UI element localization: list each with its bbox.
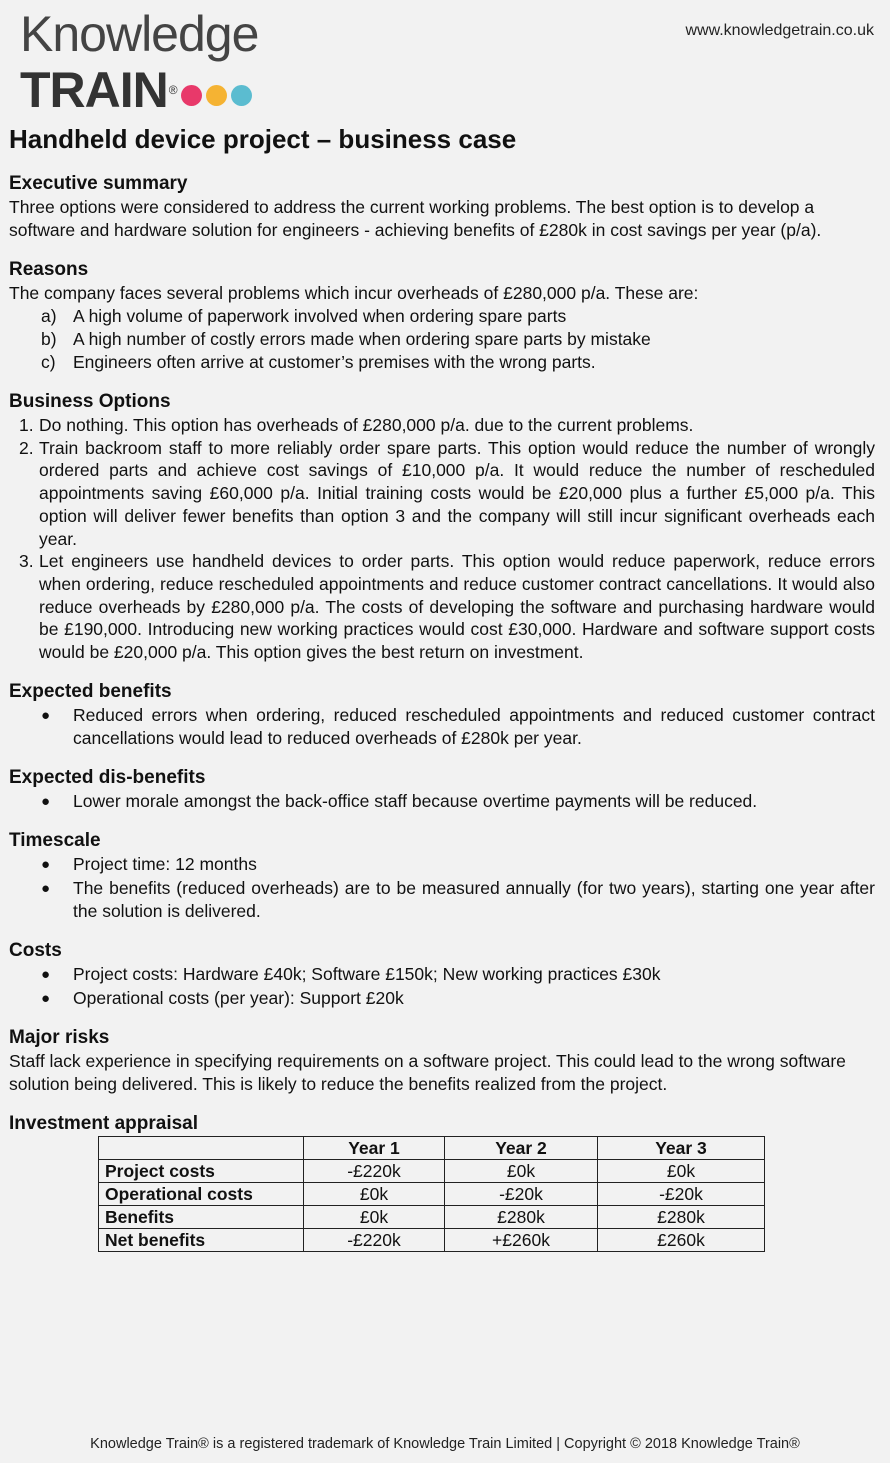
logo-dot-blue [231, 85, 252, 106]
reasons-list [9, 305, 875, 374]
table-cell: -£220k [304, 1228, 445, 1251]
table-cell: -£220k [304, 1159, 445, 1182]
list-marker: c) [41, 352, 56, 372]
column-header [99, 1136, 304, 1159]
table-header-row [99, 1136, 765, 1159]
footer-copyright: Knowledge Train® is a registered trademark of Knowledge Train Limited | Copyright © 2018 Knowledge Train® [90, 1436, 800, 1452]
list-item-text: Train backroom staff to more reliably order spare parts. This option would reduce the number of wrongly ordered parts and achieve cost savings of £10,000 p/a. It would reduce the number of rescheduled appointments saving £60,000 p/a. Initial training costs would be £20,000 plus a further £5,000 p/a. This option will deliver fewer benefits than option 3 and the company will still incur significant overheads each year. [39, 437, 875, 549]
bullet-icon: ● [41, 792, 51, 810]
table-cell: +£260k [445, 1228, 598, 1251]
list-item [9, 437, 875, 551]
page-title: Handheld device project – business case [9, 124, 517, 154]
list-item [9, 328, 875, 351]
section-heading: Expected dis-benefits [9, 766, 206, 788]
table-cell: -£20k [445, 1182, 598, 1205]
bullet-icon: ● [41, 879, 51, 897]
registered-mark: ® [168, 83, 177, 97]
list-item [9, 305, 875, 328]
list-marker: a) [41, 306, 57, 326]
costs-section [9, 939, 875, 1010]
row-label: Operational costs [99, 1182, 304, 1205]
list-item-text: Engineers often arrive at customer’s premises with the wrong parts. [73, 352, 596, 372]
executive-summary-text: Three options were considered to address the current working problems. The best option is to develop a software and hardware solution for engineers - achieving benefits of £280k in cost savings per year (p/a). [9, 197, 822, 240]
list-item [9, 853, 875, 876]
section-heading: Business Options [9, 391, 171, 412]
expected-disbenefits-section [9, 766, 875, 813]
list-item-text: Project costs: Hardware £40k; Software £150k; New working practices £30k [73, 963, 661, 984]
table-row [99, 1159, 765, 1182]
section-heading: Reasons [9, 259, 89, 280]
logo-dot-pink [181, 85, 202, 106]
section-heading: Executive summary [9, 173, 188, 194]
list-item [9, 790, 875, 813]
column-header: Year 1 [304, 1136, 445, 1159]
business-options-section [9, 390, 875, 664]
table-cell: £0k [304, 1205, 445, 1228]
section-heading: Timescale [9, 829, 101, 851]
row-label: Project costs [99, 1159, 304, 1182]
list-item-text: Project time: 12 months [73, 853, 257, 874]
list-item [9, 704, 875, 750]
list-item [9, 987, 875, 1010]
bullet-icon: ● [41, 989, 51, 1007]
list-item [9, 550, 875, 664]
list-item [9, 963, 875, 986]
list-item-text: Do nothing. This option has overheads of £280,000 p/a. due to the current problems. [39, 415, 694, 435]
major-risks-text: Staff lack experience in specifying requirements on a software project. This could lead to the wrong software solution being delivered. This is likely to reduce the benefits realized from the project. [9, 1050, 846, 1094]
section-heading: Costs [9, 939, 62, 961]
company-logo [20, 6, 259, 118]
reasons-intro: The company faces several problems which incur overheads of £280,000 p/a. These are: [9, 283, 699, 303]
list-marker: b) [41, 329, 57, 349]
list-item [9, 351, 875, 374]
list-item-text: A high number of costly errors made when ordering spare parts by mistake [73, 329, 651, 349]
table-row [99, 1228, 765, 1251]
section-heading: Investment appraisal [9, 1112, 199, 1134]
list-item [9, 877, 875, 923]
table-cell: £280k [598, 1205, 765, 1228]
logo-word-knowledge: Knowledge [20, 6, 259, 62]
costs-list [9, 963, 875, 1010]
major-risks-section [9, 1026, 875, 1096]
website-url: www.knowledgetrain.co.uk [685, 22, 874, 39]
reasons-section [9, 258, 875, 374]
row-label: Net benefits [99, 1228, 304, 1251]
expected-benefits-section [9, 680, 875, 750]
list-item-text: Operational costs (per year): Support £20k [73, 987, 404, 1008]
table-cell: £260k [598, 1228, 765, 1251]
logo-train-text: TRAIN [20, 62, 168, 118]
list-marker: 3. [19, 551, 34, 572]
section-heading: Expected benefits [9, 680, 172, 702]
list-item-text: A high volume of paperwork involved when ordering spare parts [73, 306, 567, 326]
table-cell: £280k [445, 1205, 598, 1228]
list-item-text: Let engineers use handheld devices to order parts. This option would reduce paperwork, reduce errors when ordering, reduce rescheduled appointments and reduce customer contract cancellations. It would also reduce overheads by £280,000 p/a. The costs of developing the software and purchasing hardware would be £190,000. Introducing new working practices would cost £30,000. Hardware and software support costs would be £20,000 p/a. This option gives the best return on investment. [39, 551, 875, 663]
column-header: Year 2 [445, 1136, 598, 1159]
list-item-text: Reduced errors when ordering, reduced rescheduled appointments and reduced customer contract cancellations would lead to reduced overheads of £280k per year. [73, 704, 875, 748]
logo-dots-icon [181, 85, 252, 106]
expected-disbenefits-list [9, 790, 875, 813]
column-header: Year 3 [598, 1136, 765, 1159]
table-cell: £0k [445, 1159, 598, 1182]
timescale-list [9, 853, 875, 923]
business-options-list [9, 414, 875, 664]
list-item-text: The benefits (reduced overheads) are to be measured annually (for two years), starting one year after the solution is delivered. [73, 877, 875, 921]
list-marker: 2. [19, 437, 34, 458]
bullet-icon: ● [41, 706, 51, 724]
row-label: Benefits [99, 1205, 304, 1228]
section-heading: Major risks [9, 1026, 110, 1048]
bullet-icon: ● [41, 965, 51, 983]
investment-appraisal-table [98, 1136, 765, 1252]
logo-word-train [20, 58, 258, 116]
table-cell: £0k [304, 1182, 445, 1205]
list-marker: 1. [19, 415, 34, 435]
document-body [9, 122, 875, 1268]
table-row [99, 1182, 765, 1205]
table-row [99, 1205, 765, 1228]
list-item-text: Lower morale amongst the back-office staff because overtime payments will be reduced. [73, 790, 758, 811]
executive-summary-section [9, 172, 875, 242]
timescale-section [9, 829, 875, 923]
bullet-icon: ● [41, 855, 51, 873]
table-cell: £0k [598, 1159, 765, 1182]
table-cell: -£20k [598, 1182, 765, 1205]
logo-dot-orange [206, 85, 227, 106]
expected-benefits-list [9, 704, 875, 750]
investment-appraisal-section [9, 1112, 875, 1252]
list-item [9, 414, 875, 437]
